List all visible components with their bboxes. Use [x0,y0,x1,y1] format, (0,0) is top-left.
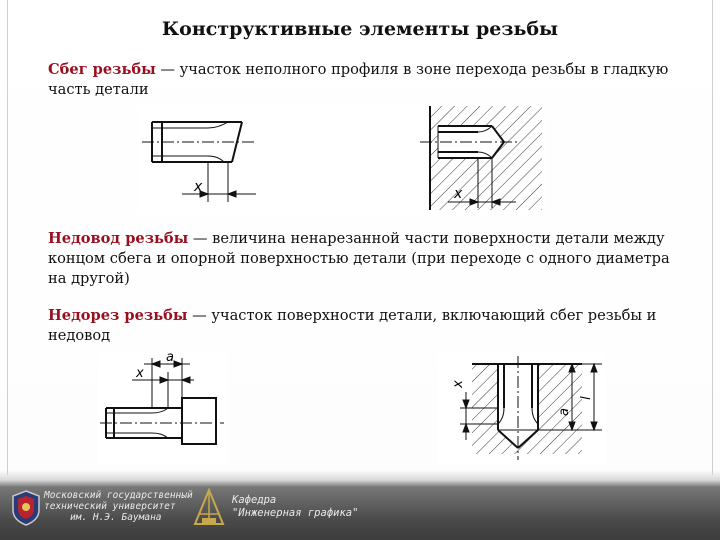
university-line-3: им. Н.Э. Баумана [70,512,162,523]
university-line-1: Московский государственный [44,490,193,501]
term-runout: Сбег резьбы [48,61,156,78]
dim-a-label-2: a [557,408,572,416]
border-line-left [7,0,8,475]
figure-runout [138,104,546,214]
border-line-right [712,0,713,475]
slide-title: Конструктивные элементы резьбы [161,18,559,40]
term-undercut: Недорез резьбы [48,307,188,324]
definition-runout: — участок неполного профиля в зоне перехода резьбы в гладкую часть детали [48,61,669,98]
term-undercut-gap: Недовод резьбы [48,230,189,247]
paragraph-undercut [48,306,688,346]
university-name [44,490,193,523]
university-emblem-icon [12,490,40,526]
paragraph-undercut-gap [48,229,688,289]
dim-x-label-2: x [454,186,463,202]
figure-undercut-hole [438,352,606,464]
department-logo-icon [192,488,226,528]
department-name [232,494,358,520]
department-line-2: "Инженерная графика" [232,507,359,519]
dim-l-label: l [579,396,594,400]
dim-x-label-4: x [451,380,466,388]
paragraph-runout [48,60,688,100]
dim-x-label-1: x [194,179,203,195]
figure-undercut-bolt [98,350,228,464]
definition-undercut: — участок поверхности детали, включающий сбег резьбы и недовод [48,307,657,344]
university-line-2: технический университет [44,501,176,512]
dim-x-label-3: x [136,366,144,381]
definition-undercut-gap: — величина ненарезанной части поверхности детали между концом сбега и опорной поверхностью детали (при переходе с одного диаметра на другой) [48,230,670,287]
dim-a-label-1: a [166,350,174,365]
footer [0,478,720,540]
department-line-1: Кафедра [232,494,277,506]
